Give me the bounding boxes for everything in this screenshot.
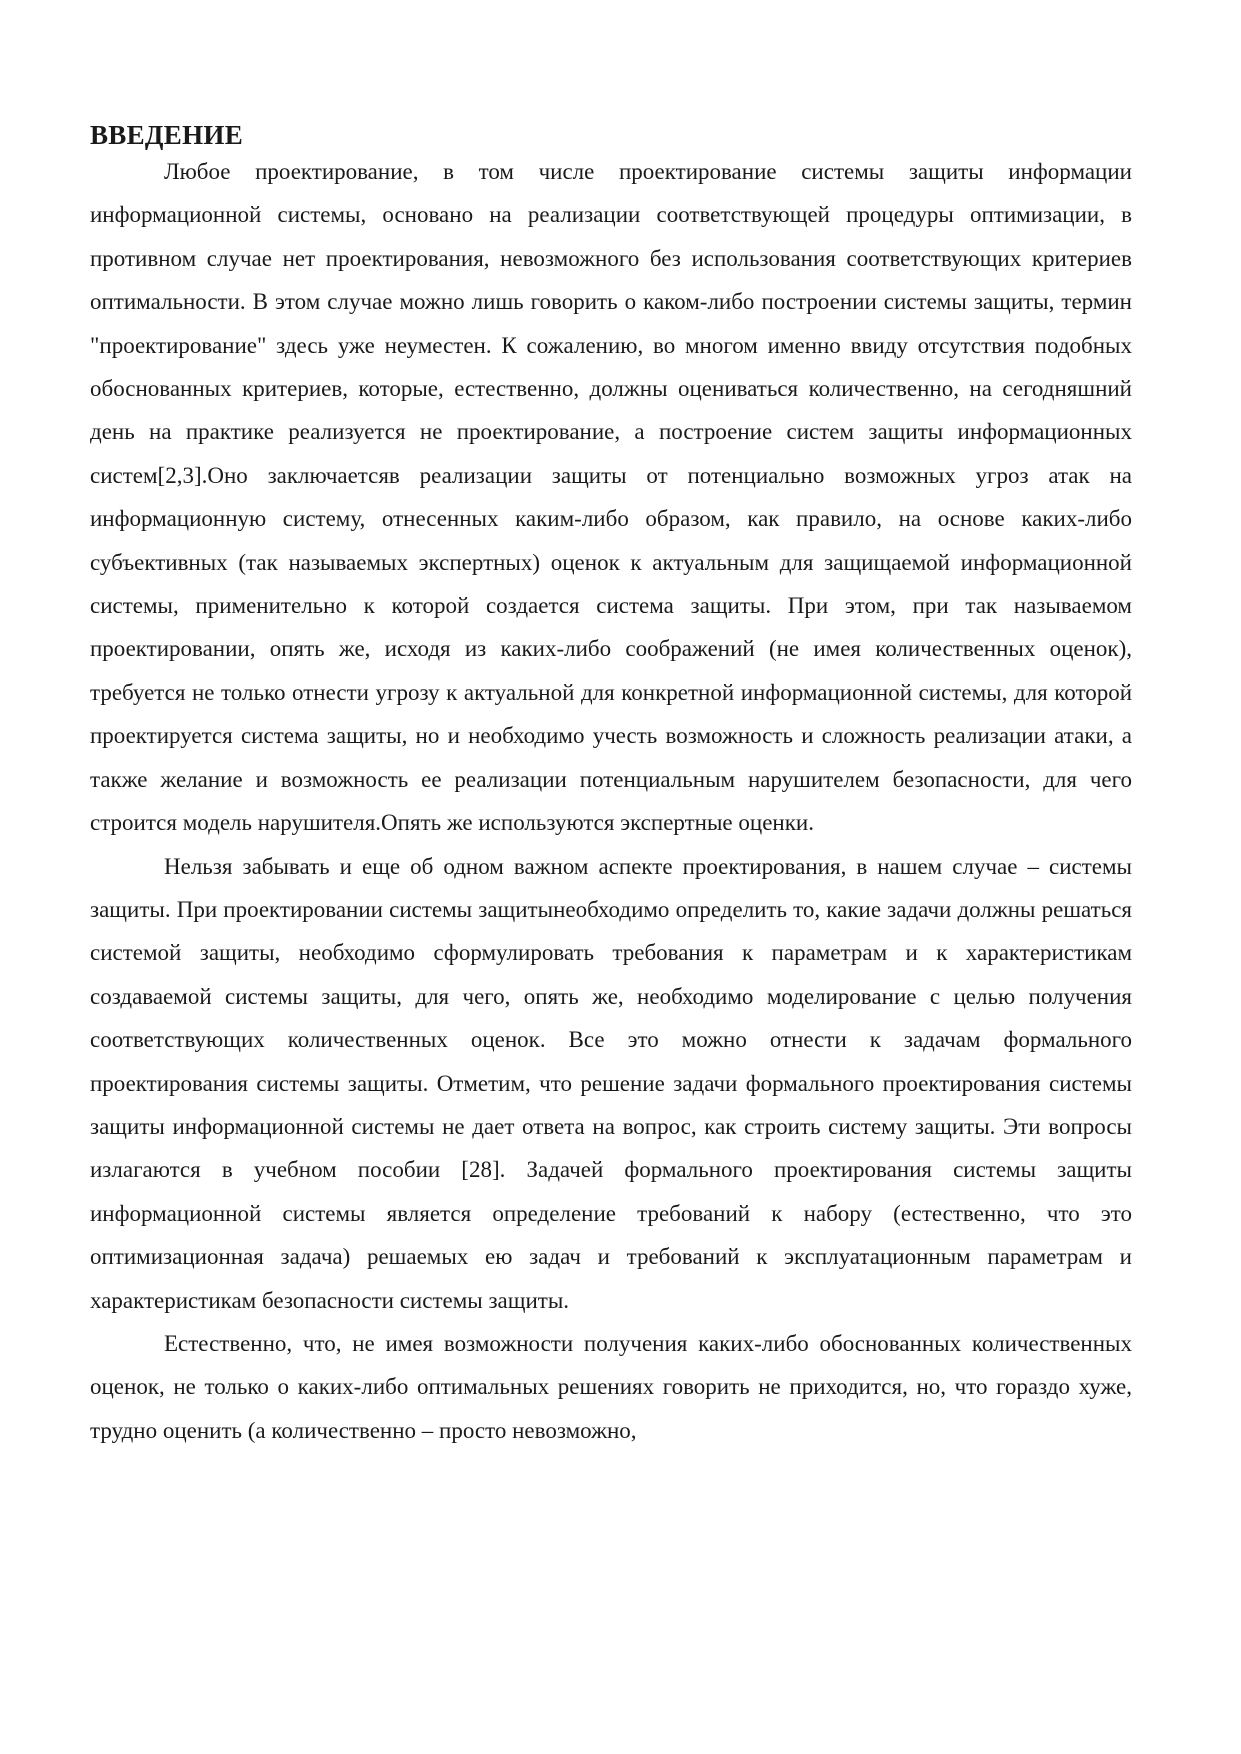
section-heading: ВВЕДЕНИЕ [90,120,244,150]
paragraph-3: Естественно, что, не имея возможности получения каких-либо обоснованных количественных оценок, не только о каких-либо оптимальных решениях говорить не приходится, но, что гораздо хуже, трудно оценить (а количественно – просто невозможно, [90,1330,1132,1443]
paragraph-2: Нельзя забывать и еще об одном важном аспекте проектирования, в нашем случае – системы защиты. При проектировании системы защитынеобходимо определить то, какие задачи должны решаться системой защиты, необходимо сформулировать требования к параметрам и к характеристикам создаваемой системы защиты, для чего, опять же, необходимо моделирование с целью получения соответствующих количественных оценок. Все это можно отнести к задачам формального проектирования системы защиты. Отметим, что решение задачи формального проектирования системы защиты информационной системы не дает ответа на вопрос, как строить систему защиты. Эти вопросы излагаются в учебном пособии [28]. Задачей формального проектирования системы защиты информационной системы является определение требований к набору (естественно, что это оптимизационная задача) решаемых ею задач и требований к эксплуатационным параметрам и характеристикам безопасности системы защиты. [90,853,1132,1313]
paragraph-1: Любое проектирование, в том числе проектирование системы защиты информации информационной системы, основано на реализации соответствующей процедуры оптимизации, в противном случае нет проектирования, невозможного без использования соответствующих критериев оптимальности. В этом случае можно лишь говорить о каком-либо построении системы защиты, термин "проектирование" здесь уже неуместен. К сожалению, во многом именно ввиду отсутствия подобных обоснованных критериев, которые, естественно, должны оцениваться количественно, на сегодняшний день на практике реализуется не проектирование, а построение систем защиты информационных систем[2,3].Оно заключаетсяв реализации защиты от потенциально возможных угроз атак на информационную систему, отнесенных каким-либо образом, как правило, на основе каких-либо субъективных (так называемых экспертных) оценок к актуальным для защищаемой информационной системы, применительно к которой создается система защиты. При этом, при так называемом проектировании, опять же, исходя из каких-либо соображений (не имея количественных оценок), требуется не только отнести угрозу к актуальной для конкретной информационной системы, для которой проектируется система защиты, но и необходимо учесть возможность и сложность реализации атаки, а также желание и возможность ее реализации потенциальным нарушителем безопасности, для чего строится модель нарушителя.Опять же используются экспертные оценки. [90,159,1132,836]
document-page [90,118,1132,1452]
